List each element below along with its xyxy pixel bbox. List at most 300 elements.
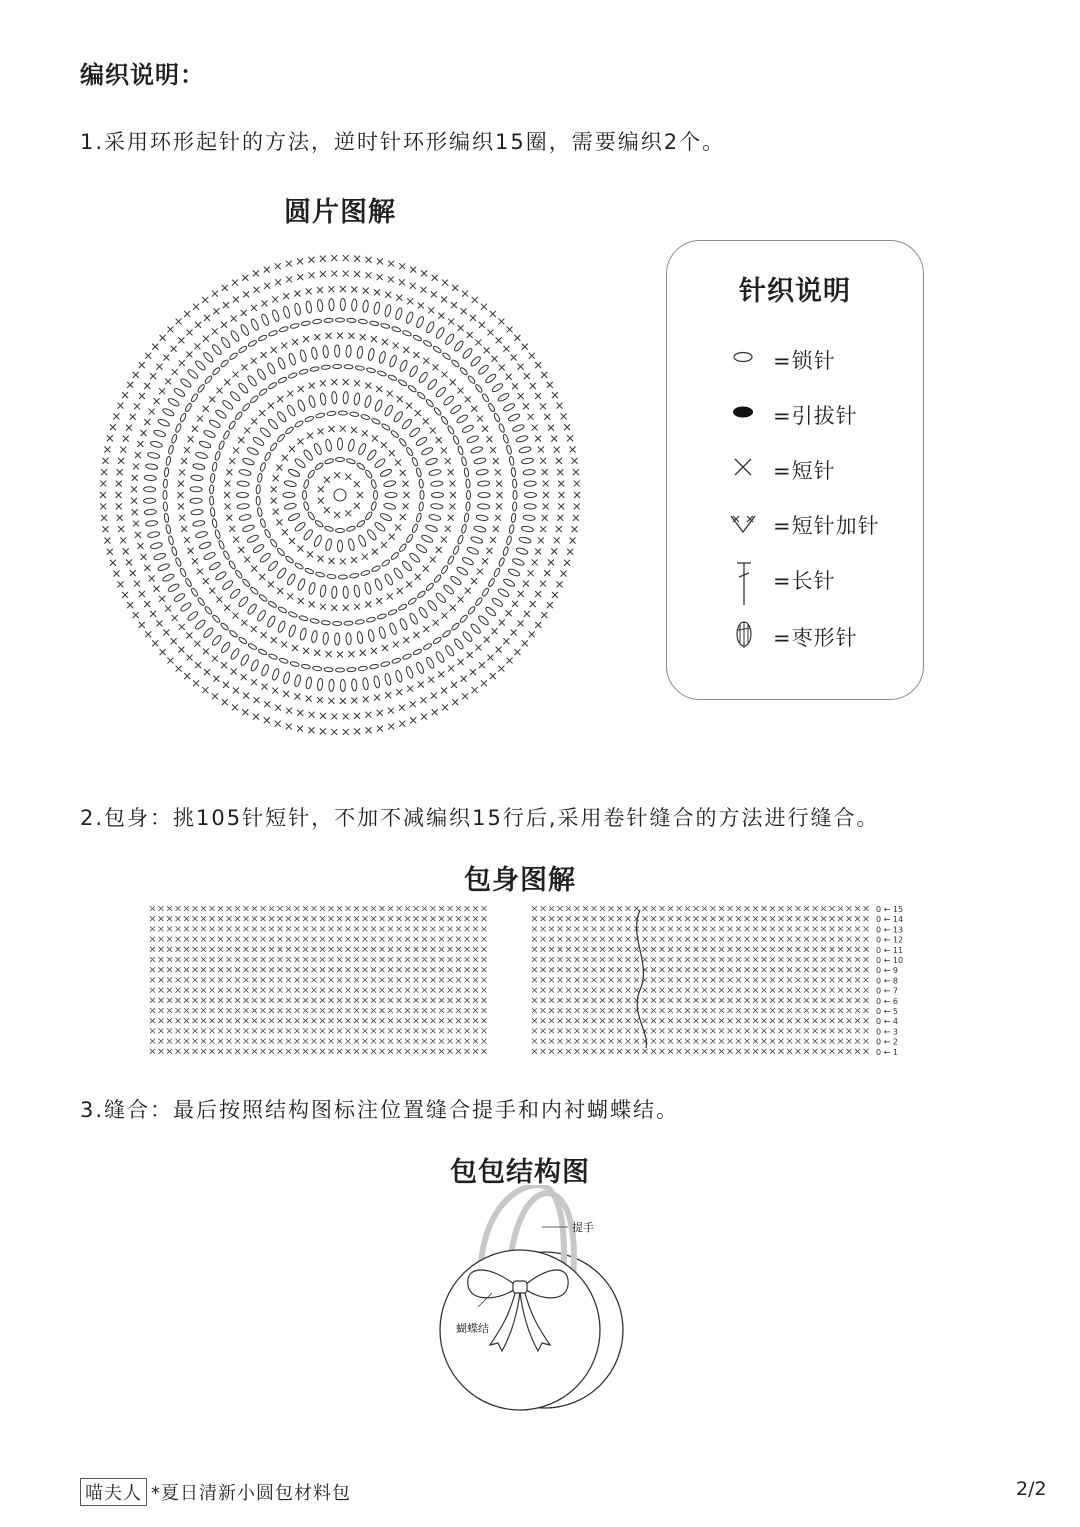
stitch-mark [439, 967, 444, 972]
stitch-mark [325, 538, 333, 551]
stitch-mark [320, 947, 325, 952]
stitch-mark [651, 967, 656, 972]
stitch-mark [532, 1049, 537, 1054]
stitch-mark [256, 609, 267, 622]
stitch-mark [363, 1008, 368, 1013]
stitch-mark [244, 1018, 249, 1023]
stitch-mark [229, 526, 235, 532]
stitch-mark [159, 998, 164, 1003]
stitch-mark [371, 988, 376, 993]
stitch-mark [444, 333, 455, 346]
stitch-mark [651, 1028, 656, 1033]
stitch-mark [787, 998, 792, 1003]
stitch-mark [336, 458, 345, 462]
stitch-mark [373, 302, 380, 315]
stitch-mark [176, 937, 181, 942]
row-number: 0 ← 3 [876, 1027, 898, 1037]
stitch-mark [452, 285, 458, 291]
stitch-mark [617, 916, 622, 921]
stitch-mark [796, 988, 801, 993]
stitch-mark [549, 906, 554, 911]
stitch-mark [264, 267, 270, 273]
row-number: 0 ← 13 [876, 925, 904, 935]
stitch-mark [702, 988, 707, 993]
stitch-mark [495, 515, 501, 521]
stitch-mark [193, 1049, 198, 1054]
stitch-mark [295, 1018, 300, 1023]
stitch-mark [465, 937, 470, 942]
stitch-mark [252, 436, 265, 447]
stitch-mark [813, 957, 818, 962]
stitch-mark [235, 1049, 240, 1054]
stitch-mark [295, 947, 300, 952]
stitch-mark [380, 323, 390, 329]
stitch-mark [410, 267, 416, 273]
stitch-mark [117, 469, 123, 475]
stitch-mark [278, 926, 283, 931]
stitch-mark [770, 1018, 775, 1023]
stitch-mark [268, 600, 278, 608]
stitch-mark [796, 1018, 801, 1023]
stitch-mark [448, 916, 453, 921]
stitch-mark [228, 420, 236, 430]
stitch-mark [134, 403, 140, 409]
stitch-mark [838, 957, 843, 962]
stitch-mark [838, 1039, 843, 1044]
stitch-mark [261, 1039, 266, 1044]
stitch-mark [609, 988, 614, 993]
stitch-mark [397, 947, 402, 952]
stitch-mark [388, 957, 393, 962]
stitch-mark [736, 957, 741, 962]
stitch-mark [159, 1039, 164, 1044]
stitch-mark [668, 1028, 673, 1033]
stitch-mark [354, 947, 359, 952]
stitch-mark [583, 916, 588, 921]
stitch-mark [864, 937, 869, 942]
stitch-mark [237, 382, 249, 394]
stitch-mark [307, 551, 313, 557]
stitch-mark [592, 916, 597, 921]
stitch-mark [813, 926, 818, 931]
stitch-mark [295, 988, 300, 993]
stitch-mark [254, 697, 260, 703]
stitch-mark [416, 468, 422, 478]
stitch-mark [399, 263, 405, 269]
stitch-mark [303, 967, 308, 972]
stitch-mark [354, 1018, 359, 1023]
stitch-mark [521, 457, 534, 464]
stitch-mark [204, 375, 213, 384]
stitch-mark [354, 916, 359, 921]
stitch-mark [745, 957, 750, 962]
stitch-mark [600, 947, 605, 952]
stitch-mark [557, 581, 563, 587]
legend-label: =枣形针 [773, 626, 858, 650]
stitch-mark [787, 1049, 792, 1054]
stitch-mark [194, 619, 206, 631]
stitch-mark [634, 977, 639, 982]
stitch-mark [465, 1018, 470, 1023]
stitch-mark [465, 1028, 470, 1033]
stitch-mark [398, 379, 408, 387]
stitch-mark [113, 571, 119, 577]
stitch-mark [285, 555, 295, 564]
stitch-mark [442, 704, 448, 710]
stitch-mark [448, 319, 454, 325]
stitch-mark [184, 1008, 189, 1013]
stitch-mark [348, 538, 356, 551]
stitch-mark [470, 536, 483, 545]
stitch-mark [380, 906, 385, 911]
stitch-mark [397, 1049, 402, 1054]
stitch-mark [736, 926, 741, 931]
stitch-mark [323, 632, 329, 644]
stitch-mark [252, 937, 257, 942]
stitch-mark [711, 947, 716, 952]
stitch-mark [821, 957, 826, 962]
stitch-mark [354, 728, 360, 734]
stitch-mark [218, 998, 223, 1003]
stitch-mark [315, 412, 325, 418]
stitch-mark [167, 397, 180, 407]
stitch-mark [331, 255, 337, 261]
stitch-mark [235, 977, 240, 982]
stitch-mark [558, 947, 563, 952]
stitch-mark [452, 699, 458, 705]
stitch-mark [180, 601, 193, 612]
stitch-mark [736, 967, 741, 972]
stitch-mark [736, 916, 741, 921]
stitch-mark [719, 1008, 724, 1013]
stitch-mark [295, 998, 300, 1003]
stitch-mark [431, 906, 436, 911]
stitch-mark [490, 447, 496, 453]
stitch-mark [549, 1049, 554, 1054]
stitch-mark [388, 276, 394, 282]
stitch-mark [269, 937, 274, 942]
stitch-mark [363, 967, 368, 972]
stitch-mark [346, 957, 351, 962]
stitch-mark [195, 322, 201, 328]
stitch-mark [592, 977, 597, 982]
stitch-mark [405, 947, 410, 952]
stitch-mark [473, 937, 478, 942]
stitch-mark [634, 1018, 639, 1023]
stitch-mark [201, 967, 206, 972]
stitch-mark [439, 916, 444, 921]
stitch-mark [320, 1039, 325, 1044]
stitch-mark [242, 457, 255, 466]
stitch-mark [451, 302, 457, 308]
stitch-mark [218, 967, 223, 972]
stitch-mark [261, 988, 266, 993]
stitch-mark [269, 916, 274, 921]
stitch-mark [267, 560, 279, 572]
stitch-mark [324, 667, 333, 672]
stitch-mark [223, 682, 229, 688]
stitch-mark [411, 523, 418, 533]
stitch-mark [405, 926, 410, 931]
stitch-mark [575, 1049, 580, 1054]
stitch-mark [271, 668, 280, 681]
stitch-mark [303, 1039, 308, 1044]
stitch-mark [830, 1039, 835, 1044]
stitch-mark [634, 988, 639, 993]
stitch-mark [229, 390, 241, 402]
stitch-mark [252, 906, 257, 911]
stitch-mark [244, 557, 250, 563]
stitch-mark [564, 560, 570, 566]
stitch-mark [260, 462, 267, 472]
stitch-mark [208, 561, 221, 571]
stitch-mark [195, 531, 208, 539]
stitch-mark [153, 429, 166, 438]
stitch-mark [660, 1018, 665, 1023]
stitch-mark [421, 270, 427, 276]
stitch-mark [728, 998, 733, 1003]
stitch-mark [838, 977, 843, 982]
stitch-mark [397, 998, 402, 1003]
stitch-mark [787, 957, 792, 962]
stitch-mark [261, 632, 267, 638]
stitch-mark [441, 537, 447, 543]
stitch-mark [150, 926, 155, 931]
stitch-mark [753, 1049, 758, 1054]
stitch-mark [838, 967, 843, 972]
stitch-mark [570, 538, 576, 544]
row-number: 0 ← 9 [876, 966, 898, 976]
stitch-mark [303, 947, 308, 952]
stitch-mark [813, 1049, 818, 1054]
stitch-mark [271, 347, 277, 353]
stitch-mark [532, 937, 537, 942]
stitch-mark [448, 665, 454, 671]
stitch-mark [380, 988, 385, 993]
stitch-mark [600, 977, 605, 982]
stitch-mark [326, 651, 332, 657]
stitch-mark [331, 379, 337, 385]
stitch-mark [261, 937, 266, 942]
stitch-mark [233, 371, 239, 377]
stitch-mark [465, 977, 470, 982]
stitch-mark [796, 1008, 801, 1013]
stitch-mark [465, 1008, 470, 1013]
stitch-mark [191, 509, 204, 515]
stitch-mark [244, 977, 249, 982]
stitch-mark [365, 601, 371, 607]
stitch-mark [503, 402, 516, 412]
stitch-mark [407, 686, 413, 692]
stitch-mark [122, 592, 128, 598]
stitch-mark [144, 498, 156, 503]
stitch-mark [312, 1018, 317, 1023]
stitch-mark [295, 977, 300, 982]
stitch-mark [617, 906, 622, 911]
stitch-mark [118, 526, 124, 532]
stitch-mark [193, 916, 198, 921]
stitch-mark [448, 1049, 453, 1054]
stitch-mark [340, 698, 346, 704]
stitch-mark [745, 967, 750, 972]
stitch-mark [388, 1049, 393, 1054]
stitch-mark [294, 694, 300, 700]
stitch-mark [393, 567, 404, 580]
stitch-mark [372, 435, 378, 441]
stitch-mark [643, 1008, 648, 1013]
stitch-mark [779, 926, 784, 931]
stitch-mark [422, 1018, 427, 1023]
stitch-mark [702, 1039, 707, 1044]
stitch-mark [549, 1018, 554, 1023]
stitch-mark [532, 998, 537, 1003]
stitch-mark [405, 1018, 410, 1023]
stitch-mark [227, 937, 232, 942]
stitch-mark [467, 652, 473, 658]
stitch-mark [423, 643, 433, 651]
stitch-mark [187, 368, 199, 379]
stitch-mark [736, 1008, 741, 1013]
stitch-mark [167, 937, 172, 942]
stitch-mark [719, 1018, 724, 1023]
stitch-mark [406, 403, 412, 409]
stitch-mark [253, 714, 259, 720]
stitch-mark [702, 998, 707, 1003]
stitch-mark [439, 998, 444, 1003]
stitch-mark [482, 426, 488, 432]
stitch-mark [441, 613, 447, 619]
stitch-mark [308, 257, 314, 263]
stitch-mark [203, 551, 216, 561]
stitch-mark [366, 257, 372, 263]
stitch-mark [229, 352, 239, 361]
stitch-mark [711, 988, 716, 993]
stitch-mark [193, 304, 199, 310]
stitch-mark [159, 977, 164, 982]
stitch-mark [600, 1039, 605, 1044]
stitch-mark [218, 988, 223, 993]
stitch-mark [299, 369, 309, 375]
stitch-mark [260, 313, 269, 326]
stitch-mark [363, 906, 368, 911]
stitch-mark [216, 596, 222, 602]
stitch-mark [186, 351, 192, 357]
stitch-mark [804, 957, 809, 962]
stitch-mark [229, 630, 239, 639]
row-number: 0 ← 15 [876, 905, 904, 914]
stitch-mark [104, 446, 110, 452]
stitch-mark [753, 1008, 758, 1013]
stitch-mark [574, 492, 580, 498]
stitch-mark [609, 967, 614, 972]
stitch-mark [847, 998, 852, 1003]
stitch-mark [405, 937, 410, 942]
stitch-mark [445, 526, 451, 532]
stitch-mark [477, 568, 483, 574]
stitch-mark [525, 493, 537, 498]
stitch-mark [425, 524, 438, 533]
stitch-mark [320, 988, 325, 993]
stitch-mark [592, 967, 597, 972]
stitch-mark [320, 1049, 325, 1054]
stitch-mark [419, 479, 424, 488]
stitch-mark [418, 371, 429, 384]
stitch-mark [303, 988, 308, 993]
stitch-mark [303, 1018, 308, 1023]
stitch-mark [838, 1018, 843, 1023]
stitch-mark [167, 906, 172, 911]
stitch-mark [609, 926, 614, 931]
stitch-mark [493, 526, 499, 532]
stitch-mark [218, 937, 223, 942]
stitch-mark [371, 906, 376, 911]
stitch-mark [431, 693, 437, 699]
stitch-mark [508, 413, 521, 422]
stitch-mark [210, 1008, 215, 1013]
stitch-mark [371, 648, 377, 654]
stitch-mark [244, 967, 249, 972]
stitch-mark [320, 1018, 325, 1023]
stitch-mark [813, 947, 818, 952]
stitch-mark [366, 449, 377, 461]
stitch-mark [617, 1028, 622, 1033]
stitch-mark [167, 957, 172, 962]
stitch-mark [559, 492, 565, 498]
stitch-mark [506, 610, 512, 616]
stitch-mark [456, 977, 461, 982]
stitch-mark [388, 261, 394, 267]
stitch-mark [227, 988, 232, 993]
stitch-mark [592, 906, 597, 911]
stitch-mark [192, 426, 198, 432]
stitch-mark [736, 1018, 741, 1023]
stitch-mark [430, 427, 436, 433]
stitch-mark [324, 318, 333, 323]
stitch-mark [668, 998, 673, 1003]
stitch-mark [241, 364, 247, 370]
stitch-mark [160, 335, 166, 341]
stitch-mark [252, 977, 257, 982]
stitch-mark [864, 967, 869, 972]
stitch-mark [242, 403, 251, 412]
stitch-mark [283, 691, 289, 697]
stitch-mark [193, 906, 198, 911]
stitch-mark [154, 586, 160, 592]
stitch-mark [484, 373, 497, 384]
stitch-mark [626, 926, 631, 931]
stitch-mark [411, 457, 418, 467]
stitch-mark [609, 916, 614, 921]
stitch-mark [278, 916, 283, 921]
stitch-mark [422, 1008, 427, 1013]
stitch-mark [190, 393, 198, 403]
stitch-mark [388, 1039, 393, 1044]
stitch-mark [400, 514, 406, 520]
stitch-mark [422, 926, 427, 931]
stitch-mark [617, 977, 622, 982]
stitch-mark [320, 728, 326, 734]
stitch-mark [135, 532, 141, 538]
stitch-mark [383, 480, 396, 488]
stitch-mark [651, 947, 656, 952]
stitch-mark [719, 977, 724, 982]
stitch-mark [178, 503, 184, 509]
stitch-mark [626, 1039, 631, 1044]
stitch-mark [388, 977, 393, 982]
stitch-mark [736, 977, 741, 982]
stitch-mark [711, 1039, 716, 1044]
stitch-mark [498, 666, 504, 672]
